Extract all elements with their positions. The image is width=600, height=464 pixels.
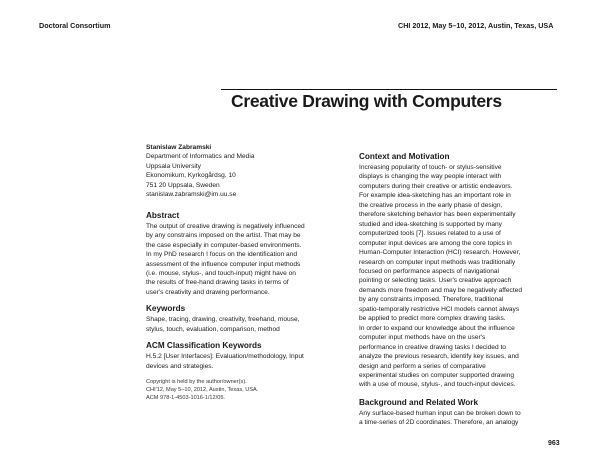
keywords-heading: Keywords — [146, 304, 186, 314]
running-header-left: Doctoral Consortium — [39, 21, 111, 30]
paper-title: Creative Drawing with Computers — [231, 91, 502, 111]
author-name: Stanislaw Zabramski — [146, 144, 212, 151]
left-column — [146, 143, 346, 371]
context-line: In order to expand our knowledge about the influence — [359, 324, 515, 332]
context-line: spatio-temporally restrictive HCI models cannot always — [359, 305, 520, 313]
acm-heading: ACM Classification Keywords — [146, 341, 262, 351]
context-heading: Context and Motivation — [359, 152, 450, 161]
abstract-heading: Abstract — [146, 210, 180, 220]
running-header-right: CHI 2012, May 5–10, 2012, Austin, Texas, USA — [398, 21, 554, 30]
abstract-line: the case especially in computer-based environments. — [146, 241, 302, 249]
affiliation-line: Uppsala University — [146, 162, 201, 170]
background-body — [359, 409, 564, 428]
context-line: with a use of mouse, stylus-, and touch-input devices. — [359, 381, 516, 389]
context-line: be applied to predict more complex drawing tasks. — [359, 315, 506, 323]
background-line: Any surface-based human input can be broken down to — [359, 409, 521, 417]
context-line: the creative process in the early phase of design, — [359, 201, 503, 209]
context-line: by any constraints imposed. Therefore, traditional — [359, 296, 504, 304]
copyright-line: Copyright is held by the author/owner(s). — [146, 379, 247, 385]
context-line: therefore sketching behavior has been experimentally — [359, 211, 516, 219]
affiliation-line: Department of Informatics and Media — [146, 153, 255, 161]
context-line: Increasing popularity of touch- or stylus-sensitive — [359, 164, 502, 171]
acm-line: H.5.2 [User Interfaces]: Evaluation/methodology, Input — [146, 353, 304, 361]
context-line: computers during their creative or artistic endeavors. — [359, 182, 513, 190]
context-line: studied and idea-sketching is supported by many — [359, 220, 502, 228]
abstract-line: In my PhD research I focus on the identification and — [146, 251, 298, 259]
page-number: 963 — [548, 440, 560, 447]
context-line: For example idea-sketching has an important role in — [359, 192, 511, 200]
context-line: design and perform a series of comparative — [359, 362, 486, 370]
keywords-line: stylus, touch, evaluation, comparison, method — [146, 325, 280, 333]
right-column — [359, 152, 564, 428]
keywords-line: Shape, tracing, drawing, creativity, freehand, mouse, — [146, 316, 300, 324]
abstract-line: by any constrains imposed on the artist. That may be — [146, 232, 301, 240]
acm-body — [146, 352, 346, 371]
affiliation-line: Ekonomikum, Kyrkogårdsg. 10 — [146, 172, 236, 180]
affiliation-line: 751 20 Uppsala, Sweden — [146, 181, 220, 189]
context-line: Human-Computer Interaction (HCI) research. However, — [359, 249, 521, 257]
copyright-notice — [146, 378, 258, 402]
context-line: analyze the previous research, identify key issues, and — [359, 353, 519, 361]
acm-line: devices and strategies. — [146, 362, 214, 370]
abstract-line: user's creativity and drawing performance. — [146, 288, 270, 296]
abstract-body — [146, 222, 346, 298]
context-line: focused on performance aspects of navigational — [359, 267, 500, 275]
abstract-line: the results of free-hand drawing tasks in terms of — [146, 279, 289, 287]
context-line: computerized tools [7]. Issues related to a use of — [359, 230, 501, 238]
context-line: experimental studies on computer supported drawing — [359, 371, 515, 379]
context-line: pointing or selecting tasks. User's creative approach — [359, 277, 512, 285]
copyright-line: ACM 978-1-4503-1016-1/12/05. — [146, 395, 225, 401]
context-line: demands more freedom and may be negatively affected — [359, 286, 522, 294]
background-line: a time-series of 2D coordinates. Therefore, an analogy — [359, 419, 519, 427]
author-affiliation — [146, 152, 346, 199]
context-body — [359, 163, 564, 390]
background-heading: Background and Related Work — [359, 397, 479, 407]
context-line: research on computer input methods was traditionally — [359, 258, 516, 266]
copyright-line: CHI'12, May 5–10, 2012, Austin, Texas, USA. — [146, 387, 259, 393]
context-line: displays is changing the way people interact with — [359, 173, 502, 181]
author-email: stanislaw.zabramski@im.uu.se — [146, 191, 237, 199]
abstract-line: (i.e. mouse, stylus-, and touch-input) might have on — [146, 269, 296, 277]
abstract-line: assessment of the influence computer input methods — [146, 260, 301, 268]
context-line: performance in creative drawing tasks I decided to — [359, 343, 506, 351]
context-line: computer input methods have on the user's — [359, 334, 486, 342]
keywords-body — [146, 315, 346, 334]
context-line: computer input devices are among the core topics in — [359, 239, 512, 247]
abstract-line: The output of creative drawing is negatively influenced — [146, 222, 305, 230]
